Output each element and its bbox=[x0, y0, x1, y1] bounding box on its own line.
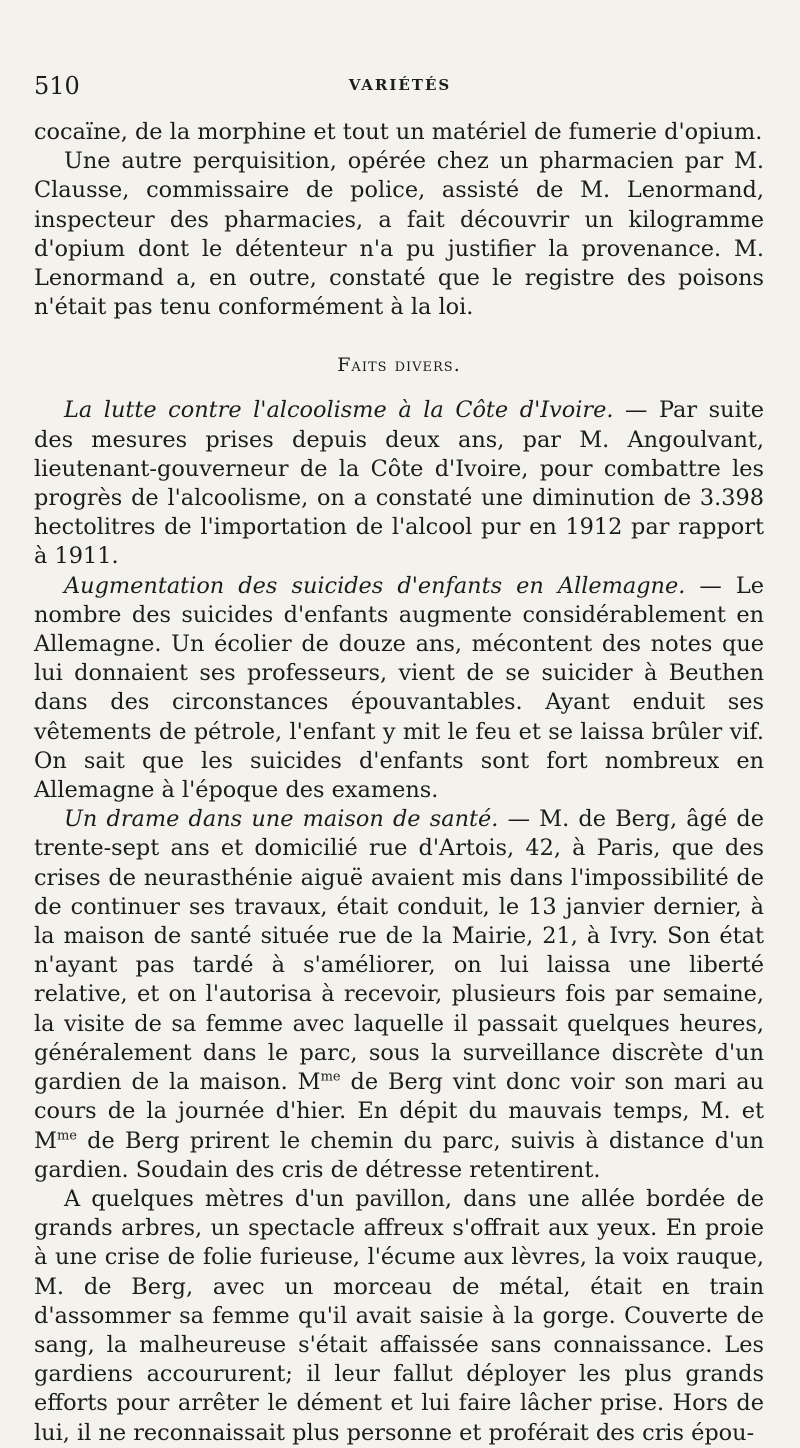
item-text: — M. de Berg, âgé de trente-sept ans et domicilié rue d'Artois, 42, à Paris, que des crises de neurasthénie aiguë avaient mis dans l'impossibilité de de continuer ses travaux, était conduit, le 13 janvier dernier, à la maison de santé située rue de la Mairie, 21, à Ivry. Son état n'ayant pas tardé à s'améliorer, on lui laissa une liberté relative, et on l'autorisa à recevoir, plusieurs fois par semaine, la visite de sa femme avec laquelle il passait quelques heures, généralement dans le parc, sous la surveillance discrète d'un gardien de la maison. M bbox=[34, 806, 764, 1096]
drame-continuation: A quelques mètres d'un pavillon, dans une allée bordée de grands arbres, un spectacle affreux s'offrait aux yeux. En proie à une crise de folie furieuse, l'écume aux lèvres, la voix rauque, M. de Berg, avec un morceau de métal, était en train d'assommer sa femme qu'il avait saisie à la gorge. Couverte de sang, la malheureuse s'était affaissée sans connaissance. Les gardiens accoururent; il leur fallut déployer les plus grands efforts pour arrêter le dément et lui faire lâcher prise. Hors de lui, il ne reconnaissait plus personne et proférait des cris épou- bbox=[34, 1185, 764, 1446]
page-header bbox=[34, 72, 766, 102]
continuation-paragraph: cocaïne, de la morphine et tout un matériel de fumerie d'opium. bbox=[34, 119, 763, 145]
section-title bbox=[34, 352, 764, 378]
item-drame bbox=[34, 805, 764, 1185]
page-body bbox=[34, 118, 764, 1448]
item-text: de Berg prirent le chemin du parc, suivis à distance d'un gardien. Soudain des cris de détresse retentirent. bbox=[34, 1127, 764, 1183]
item-title: Un drame dans une maison de santé. bbox=[64, 806, 499, 833]
item-alcoolisme bbox=[34, 396, 764, 571]
page-number: 510 bbox=[34, 72, 80, 100]
running-title: VARIÉTÉS bbox=[348, 76, 452, 94]
item-title: Augmentation des suicides d'enfants en Allemagne. bbox=[64, 572, 686, 599]
item-text: de Berg vint donc voir son mari au cours de la journée d'hier. En dépit du mauvais temps, M. et M bbox=[34, 1069, 764, 1154]
superscript: me bbox=[320, 1069, 341, 1085]
item-suicides bbox=[34, 572, 764, 806]
superscript: me bbox=[56, 1128, 77, 1144]
perquisition-paragraph: Une autre perquisition, opérée chez un pharmacien par M. Clausse, commissaire de police, assisté de M. Lenormand, inspecteur des pharmacies, a fait découvrir un kilogramme d'opium dont le détenteur n'a pu justifier la provenance. M. Lenormand a, en outre, constaté que le registre des poisons n'était pas tenu conformément à la loi. bbox=[34, 148, 764, 321]
item-text: — Par suite des mesures prises depuis deux ans, par M. Angoulvant, lieutenant-gouverneur de la Côte d'Ivoire, pour combattre les progrès de l'alcoolisme, on a constaté une diminution de 3.398 hectolitres de l'importation de l'alcool pur en 1912 par rapport à 1911. bbox=[34, 397, 764, 570]
section-title-text: Faits divers. bbox=[337, 354, 461, 377]
item-text: — Le nombre des suicides d'enfants augmente considérablement en Allemagne. Un écolier de douze ans, mécontent des notes que lui donnaient ses professeurs, vient de se suicider à Beuthen dans des circonstances épouvantables. Ayant enduit ses vêtements de pétrole, l'enfant y mit le feu et se laissa brûler vif. On sait que les suicides d'enfants sont fort nombreux en Allemagne à l'époque des examens. bbox=[34, 572, 764, 804]
item-title: La lutte contre l'alcoolisme à la Côte d'Ivoire. bbox=[64, 397, 614, 424]
